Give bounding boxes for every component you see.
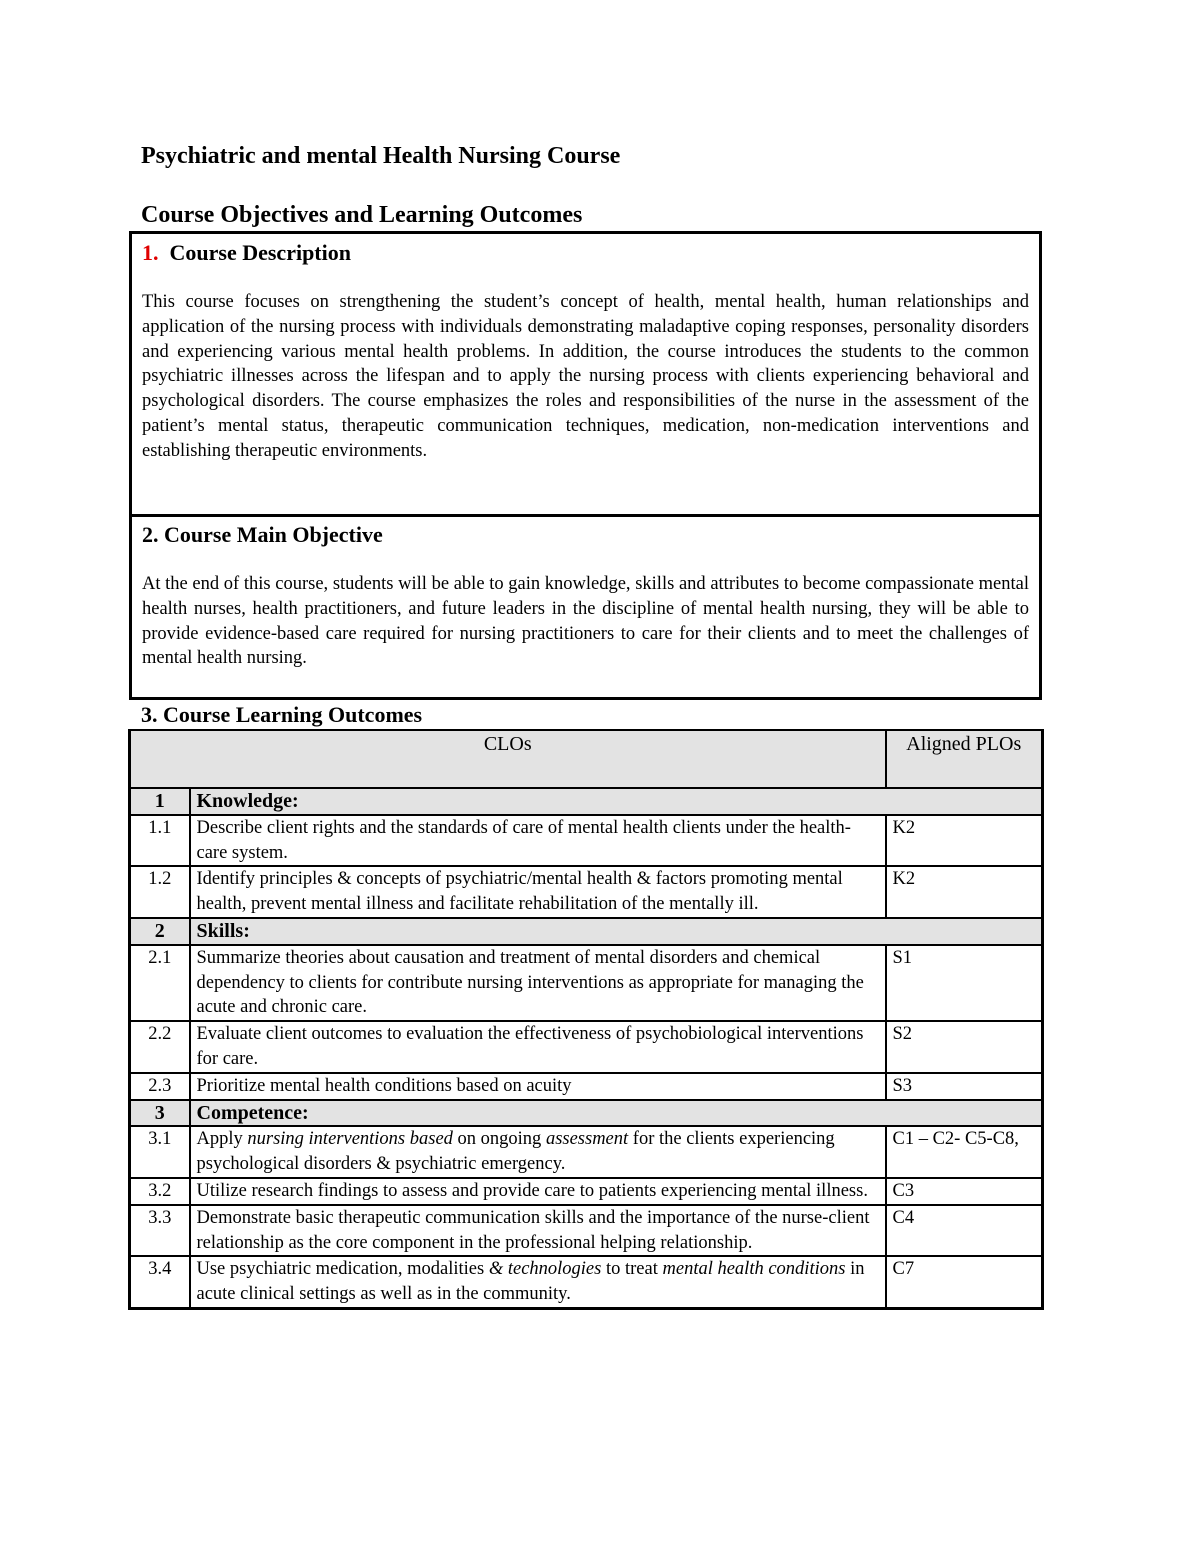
table-row (130, 1205, 1043, 1257)
clo-text-part: Use psychiatric medication, modalities (196, 1259, 489, 1280)
course-description-heading (142, 240, 1039, 266)
table-row (130, 945, 1043, 1021)
aligned-plo: S3 (886, 1073, 1043, 1100)
clo-text: Demonstrate basic therapeutic communication skills and the importance of the nurse-client relationship as the core component in the professional helping relationship. (190, 1205, 886, 1257)
aligned-plo: K2 (886, 815, 1043, 867)
clo-text-part: & technologies (488, 1259, 602, 1280)
course-description-text: This course focuses on strengthening the student’s concept of health, mental health, human relationships and application of the nursing process with individuals demonstrating maladaptive coping responses, personality disorders and experiencing various mental health problems. In addition, the course introduces the students to the common psychiatric illnesses across the lifespan and to apply the nursing process with clients experiencing behavioral and psychological disorders. The course emphasizes the roles and responsibilities of the nurse in the assessment of the patient’s mental status, therapeutic communication techniques, medication, non-medication interventions and establishing therapeutic environments. (142, 292, 1029, 461)
clos-column-header: CLOs (130, 730, 886, 788)
clo-number: 3.1 (130, 1126, 190, 1178)
aligned-plo: K2 (886, 866, 1043, 918)
clo-number: 2.2 (130, 1021, 190, 1073)
clo-text-part: to treat (601, 1259, 663, 1280)
clo-text-part: assessment (545, 1129, 629, 1150)
clo-number: 2.1 (130, 945, 190, 1021)
course-description-box (129, 231, 1042, 517)
clo-text: Summarize theories about causation and treatment of mental disorders and chemical dependency to clients for contribute nursing interventions as appropriate for managing the acute and chronic care. (190, 945, 886, 1021)
clo-number: 2.3 (130, 1073, 190, 1100)
clo-number: 3.4 (130, 1256, 190, 1308)
clo-text-part: for the clients experiencing psychological disorders & psychiatric emergency. (196, 1129, 835, 1175)
table-row (130, 1021, 1043, 1073)
course-objective-heading: 2. Course Main Objective (142, 522, 383, 547)
clo-text: Prioritize mental health conditions based on acuity (190, 1073, 886, 1100)
table-row (130, 815, 1043, 867)
clo-text (190, 1256, 886, 1308)
clo-number: 1.1 (130, 815, 190, 867)
clo-text-part: nursing interventions based (247, 1129, 453, 1150)
section-number: 1. (142, 240, 159, 265)
section-row (130, 788, 1043, 815)
section-number: 2 (130, 918, 190, 945)
section-row (130, 918, 1043, 945)
table-row (130, 1126, 1043, 1178)
section-title: Course Description (169, 240, 351, 265)
clo-text: Identify principles & concepts of psychiatric/mental health & factors promoting mental health, prevent mental illness and facilitate rehabilitation of the mentally ill. (190, 866, 886, 918)
clo-text-part: mental health conditions (662, 1259, 846, 1280)
plos-column-header: Aligned PLOs (886, 730, 1043, 788)
course-objective-box (129, 514, 1042, 700)
clo-text-part: Apply (196, 1129, 248, 1150)
table-row (130, 1256, 1043, 1308)
aligned-plo: S2 (886, 1021, 1043, 1073)
aligned-plo: C1 – C2- C5-C8, (886, 1126, 1043, 1178)
section-label: Competence: (190, 1100, 1043, 1127)
section-label: Skills: (190, 918, 1043, 945)
table-row (130, 1178, 1043, 1205)
clo-text (190, 1126, 886, 1178)
table-row (130, 866, 1043, 918)
table-row (130, 1073, 1043, 1100)
table-header-row (130, 730, 1043, 788)
document-title: Psychiatric and mental Health Nursing Course (141, 143, 621, 169)
clo-text-part: in acute clinical settings as well as in the community. (196, 1259, 865, 1305)
clo-number: 3.3 (130, 1205, 190, 1257)
aligned-plo: C3 (886, 1178, 1043, 1205)
clo-number: 3.2 (130, 1178, 190, 1205)
document-subtitle: Course Objectives and Learning Outcomes (141, 202, 583, 228)
learning-outcomes-table (128, 729, 1044, 1310)
clo-text-part: on ongoing (452, 1129, 546, 1150)
clo-number: 1.2 (130, 866, 190, 918)
section-number: 3 (130, 1100, 190, 1127)
learning-outcomes-heading: 3. Course Learning Outcomes (141, 702, 423, 727)
section-number: 1 (130, 788, 190, 815)
aligned-plo: C4 (886, 1205, 1043, 1257)
clo-text: Utilize research findings to assess and provide care to patients experiencing mental illness. (190, 1178, 886, 1205)
aligned-plo: S1 (886, 945, 1043, 1021)
clo-text: Evaluate client outcomes to evaluation the effectiveness of psychobiological interventions for care. (190, 1021, 886, 1073)
aligned-plo: C7 (886, 1256, 1043, 1308)
section-row (130, 1100, 1043, 1127)
clo-text: Describe client rights and the standards of care of mental health clients under the health-care system. (190, 815, 886, 867)
course-objective-text: At the end of this course, students will be able to gain knowledge, skills and attributes to become compassionate mental health nurses, health practitioners, and future leaders in the discipline of mental health nursing, they will be able to provide evidence-based care required for nursing practitioners to care for their clients and to meet the challenges of mental health nursing. (142, 574, 1029, 669)
section-label: Knowledge: (190, 788, 1043, 815)
